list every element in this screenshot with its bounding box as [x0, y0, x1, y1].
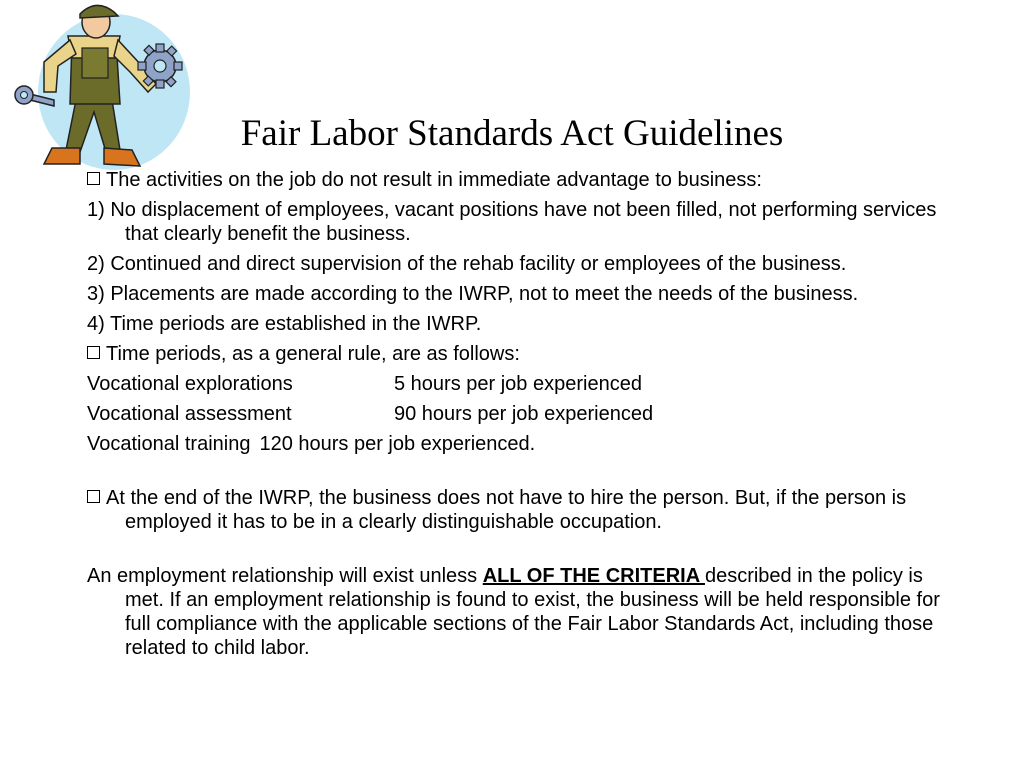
closing-paragraph: [87, 564, 967, 660]
worker-clipart-icon: [14, 0, 192, 172]
time-row-label: Vocational assessment: [87, 403, 292, 425]
time-row-training: [87, 432, 967, 456]
hollow-square-bullet-icon: [87, 172, 100, 185]
criteria-item-4: 4) Time periods are established in the IWRP.: [87, 313, 482, 335]
criteria-item-2: 2) Continued and direct supervision of the rehab facility or employees of the business.: [87, 253, 847, 275]
time-row-exploration: [87, 372, 967, 396]
time-periods-text: Time periods, as a general rule, are as follows:: [106, 343, 520, 365]
intro-text: The activities on the job do not result in immediate advantage to business:: [106, 169, 762, 191]
slide-title: Fair Labor Standards Act Guidelines: [240, 113, 784, 154]
end-note-text: At the end of the IWRP, the business does not have to hire the person. But, if the person is employed it has to be in a clearly distinguishable occupation.: [106, 487, 907, 533]
closing-after: described in the policy is met. If an employment relationship is found to exist, the business will be held responsible for full compliance with the applicable sections of the Fair Labor Standards Act, including those related to child labor.: [125, 565, 940, 659]
criteria-item-1: 1) No displacement of employees, vacant positions have not been filled, not performing services that clearly benefit the business.: [87, 199, 937, 245]
end-note-bullet: [87, 486, 967, 534]
time-row-value: 120 hours per job experienced.: [259, 433, 536, 455]
closing-before: An employment relationship will exist unless: [87, 565, 483, 587]
time-periods-bullet: [87, 342, 967, 366]
intro-bullet: [87, 168, 967, 192]
hollow-square-bullet-icon: [87, 490, 100, 503]
closing-emphasis: ALL OF THE CRITERIA: [482, 565, 705, 587]
spacer: [87, 540, 967, 564]
time-row-label: Vocational explorations: [87, 373, 293, 395]
time-row-assessment: [87, 402, 967, 426]
spacer: [87, 462, 967, 486]
hollow-square-bullet-icon: [87, 346, 100, 359]
time-row-value: 90 hours per job experienced: [394, 403, 654, 425]
slide-body: [87, 168, 967, 666]
time-row-label: Vocational training: [87, 433, 251, 455]
time-row-value: 5 hours per job experienced: [394, 373, 642, 395]
criteria-item-3: 3) Placements are made according to the IWRP, not to meet the needs of the business.: [87, 283, 859, 305]
